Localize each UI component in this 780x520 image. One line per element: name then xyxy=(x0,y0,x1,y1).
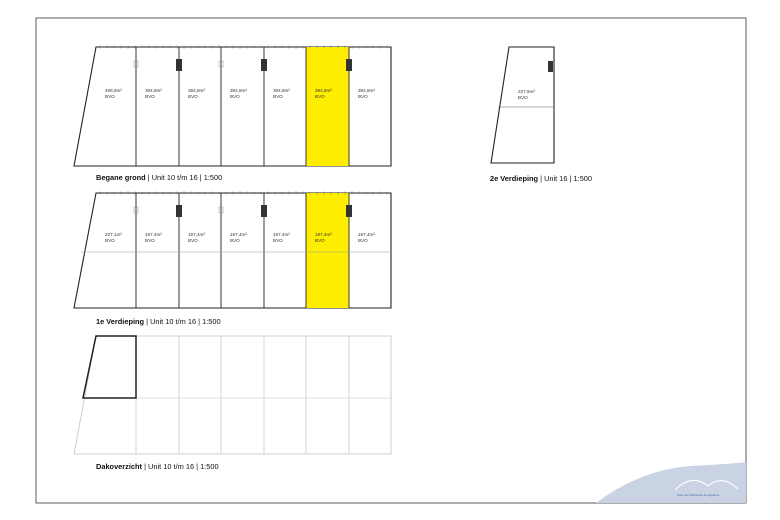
stair-icon xyxy=(548,61,553,72)
second-unit-area: 227,5m² xyxy=(518,89,535,94)
roof-unit-10-outline xyxy=(83,336,136,398)
first-floor-caption xyxy=(96,317,221,326)
second-floor-caption xyxy=(490,174,592,183)
f-unit-bvo: BVO xyxy=(315,238,325,243)
f-unit-bvo: BVO xyxy=(273,238,283,243)
g-unit-area: 394,8m² xyxy=(188,88,205,93)
f-unit-bvo: BVO xyxy=(230,238,240,243)
g-unit-area: 496,9m² xyxy=(105,88,122,93)
g-unit-area: 394,8m² xyxy=(315,88,332,93)
g-unit-area: 394,8m² xyxy=(145,88,162,93)
first-floor-caption-title: 1e Verdieping xyxy=(96,317,145,326)
f-unit-area: 197,4m² xyxy=(145,232,162,237)
roof-outline xyxy=(74,336,391,454)
g-unit-bvo: BVO xyxy=(358,94,368,99)
g-unit-bvo: BVO xyxy=(230,94,240,99)
f-unit-area: 197,4m² xyxy=(358,232,375,237)
g-unit-bvo: BVO xyxy=(273,94,283,99)
f-unit-area: 197,4m² xyxy=(230,232,247,237)
first-unit-15-highlight xyxy=(306,193,349,308)
roof-caption-title: Dakoverzicht xyxy=(96,462,143,471)
f-unit-bvo: BVO xyxy=(188,238,198,243)
plan-first-floor xyxy=(74,192,391,327)
roof-grid xyxy=(83,336,391,454)
second-floor-caption-details: | Unit 16 | 1:500 xyxy=(538,174,593,183)
roof-caption-details: | Unit 10 t/m 16 | 1:500 xyxy=(142,462,219,471)
roof-caption xyxy=(96,462,219,471)
logo-wave-shape xyxy=(596,462,746,503)
second-floor-caption-title: 2e Verdieping xyxy=(490,174,539,183)
f-unit-bvo: BVO xyxy=(105,238,115,243)
stair-icon xyxy=(176,205,182,217)
ground-floor-caption xyxy=(96,173,222,182)
plan-second-floor xyxy=(490,47,592,183)
f-unit-bvo: BVO xyxy=(358,238,368,243)
stair-icon xyxy=(346,59,352,71)
plan-ground-floor xyxy=(74,46,391,183)
g-unit-bvo: BVO xyxy=(315,94,325,99)
g-unit-bvo: BVO xyxy=(105,94,115,99)
f-unit-area: 197,4m² xyxy=(188,232,205,237)
g-unit-area: 394,8m² xyxy=(273,88,290,93)
ground-unit-15-highlight xyxy=(306,47,349,166)
g-unit-area: 394,8m² xyxy=(230,88,247,93)
second-unit-bvo: BVO xyxy=(518,95,528,100)
plan-roof xyxy=(74,336,391,471)
g-unit-bvo: BVO xyxy=(145,94,155,99)
g-unit-bvo: BVO xyxy=(188,94,198,99)
second-floor-outline xyxy=(491,47,554,163)
f-unit-area: 227,1m² xyxy=(105,232,122,237)
first-floor-caption-details: | Unit 10 t/m 16 | 1:500 xyxy=(144,317,221,326)
hills-logo-icon xyxy=(596,462,746,503)
stair-icon xyxy=(261,205,267,217)
ground-floor-caption-title: Begane grond xyxy=(96,173,146,182)
logo-text: Park van Brabantse Energiebos xyxy=(677,493,720,497)
stair-icon xyxy=(176,59,182,71)
ground-floor-caption-details: | Unit 10 t/m 16 | 1:500 xyxy=(145,173,223,182)
f-unit-area: 197,4m² xyxy=(273,232,290,237)
stair-icon xyxy=(261,59,267,71)
g-unit-area: 394,8m² xyxy=(358,88,375,93)
stair-icon xyxy=(346,205,352,217)
f-unit-bvo: BVO xyxy=(145,238,155,243)
f-unit-area: 197,4m² xyxy=(315,232,332,237)
